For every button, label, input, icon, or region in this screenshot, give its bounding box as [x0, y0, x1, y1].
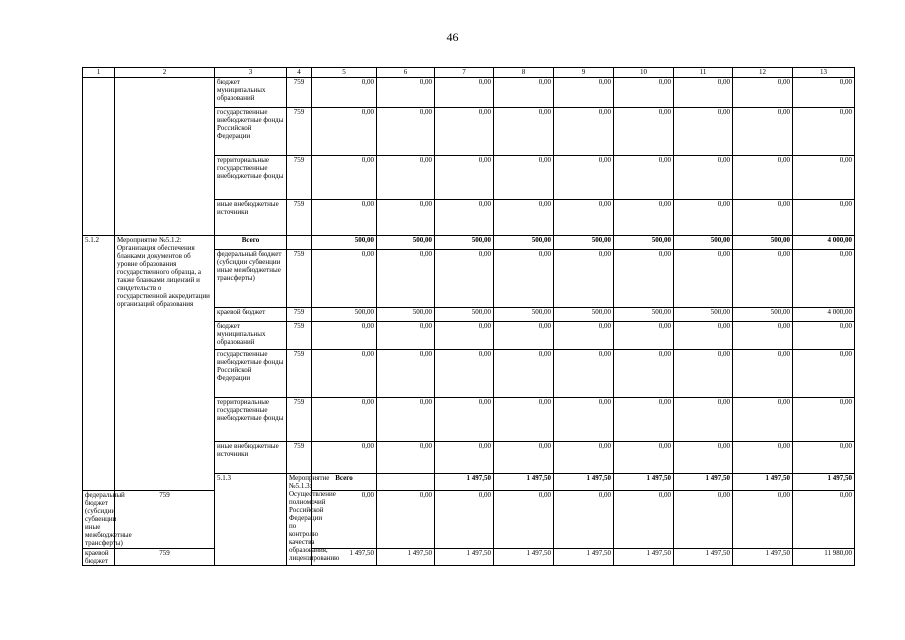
amount-cell: 0,00 — [377, 78, 435, 108]
amount-cell: 500,00 — [614, 236, 674, 250]
amount-cell: 500,00 — [312, 236, 377, 250]
amount-cell: 0,00 — [312, 200, 377, 236]
amount-cell: 4 000,00 — [793, 236, 855, 250]
column-number: 4 — [287, 68, 312, 78]
budget-code: 759 — [115, 491, 215, 549]
column-number: 6 — [377, 68, 435, 78]
amount-cell: 1 497,50 — [614, 474, 674, 491]
budget-code: 759 — [287, 350, 312, 398]
amount-cell: 0,00 — [674, 398, 733, 442]
amount-cell: 0,00 — [733, 398, 793, 442]
amount-cell: 500,00 — [733, 236, 793, 250]
amount-cell: 0,00 — [494, 108, 554, 156]
amount-cell: 0,00 — [674, 78, 733, 108]
column-number: 13 — [793, 68, 855, 78]
item-name — [115, 78, 215, 236]
column-number: 7 — [435, 68, 494, 78]
amount-cell: 11 980,00 — [793, 549, 855, 566]
amount-cell: 0,00 — [674, 491, 733, 549]
amount-cell: 1 497,50 — [435, 549, 494, 566]
amount-cell: 500,00 — [377, 236, 435, 250]
table-row — [83, 491, 855, 549]
amount-cell: 0,00 — [614, 108, 674, 156]
column-number: 11 — [674, 68, 733, 78]
column-number: 1 — [83, 68, 115, 78]
budget-code: 759 — [287, 78, 312, 108]
amount-cell: 0,00 — [793, 78, 855, 108]
funding-source: краевой бюджет — [215, 308, 287, 322]
amount-cell: 0,00 — [435, 398, 494, 442]
amount-cell: 0,00 — [494, 442, 554, 474]
amount-cell: 0,00 — [614, 250, 674, 308]
amount-cell: 0,00 — [494, 250, 554, 308]
amount-cell: 1 497,50 — [554, 549, 614, 566]
funding-source: бюджет муниципальных образований — [215, 322, 287, 350]
amount-cell: 0,00 — [793, 442, 855, 474]
funding-source: краевой бюджет — [83, 549, 115, 566]
amount-cell: 0,00 — [733, 108, 793, 156]
amount-cell: 0,00 — [733, 156, 793, 200]
amount-cell: 0,00 — [554, 491, 614, 549]
funding-source: государственные внебюджетные фонды Российской Федерации — [215, 108, 287, 156]
amount-cell: 1 497,50 — [554, 474, 614, 491]
amount-cell: 0,00 — [554, 108, 614, 156]
amount-cell: 0,00 — [554, 78, 614, 108]
amount-cell: 0,00 — [435, 322, 494, 350]
funding-source: территориальные государственные внебюджетные фонды — [215, 156, 287, 200]
amount-cell: 0,00 — [377, 322, 435, 350]
amount-cell: 1 497,50 — [733, 549, 793, 566]
table-row — [83, 78, 855, 108]
amount-cell: 0,00 — [377, 350, 435, 398]
funding-source: федеральный бюджет (субсидии субвенции иные межбюджетные трансферты) — [215, 250, 287, 308]
amount-cell: 500,00 — [674, 308, 733, 322]
amount-cell: 0,00 — [554, 156, 614, 200]
amount-cell: 0,00 — [733, 200, 793, 236]
amount-cell: 1 497,50 — [674, 474, 733, 491]
column-number: 5 — [312, 68, 377, 78]
funding-source: федеральный бюджет (субсидии субвенции иные межбюджетные трансферты) — [83, 491, 115, 549]
amount-cell: 0,00 — [674, 442, 733, 474]
amount-cell: 0,00 — [733, 78, 793, 108]
amount-cell: 0,00 — [312, 156, 377, 200]
budget-code: 759 — [287, 250, 312, 308]
amount-cell: 0,00 — [377, 398, 435, 442]
amount-cell: 0,00 — [377, 442, 435, 474]
amount-cell: 0,00 — [793, 398, 855, 442]
amount-cell: 500,00 — [312, 308, 377, 322]
amount-cell: 0,00 — [733, 442, 793, 474]
amount-cell: 0,00 — [554, 200, 614, 236]
amount-cell: 500,00 — [435, 308, 494, 322]
amount-cell: 500,00 — [554, 236, 614, 250]
amount-cell: 1 497,50 — [733, 474, 793, 491]
amount-cell: 0,00 — [733, 491, 793, 549]
funding-source: государственные внебюджетные фонды Российской Федерации — [215, 350, 287, 398]
amount-cell: 0,00 — [435, 78, 494, 108]
amount-cell: 0,00 — [614, 442, 674, 474]
amount-cell: 0,00 — [377, 108, 435, 156]
amount-cell: 0,00 — [614, 398, 674, 442]
amount-cell: 0,00 — [793, 491, 855, 549]
budget-table — [82, 67, 855, 566]
amount-cell: 0,00 — [674, 322, 733, 350]
column-number: 3 — [215, 68, 287, 78]
amount-cell: 0,00 — [312, 250, 377, 308]
amount-cell: 0,00 — [554, 442, 614, 474]
amount-cell: 0,00 — [793, 350, 855, 398]
amount-cell: 1 497,50 — [793, 474, 855, 491]
amount-cell: 0,00 — [793, 250, 855, 308]
item-id — [83, 78, 115, 236]
budget-code: 759 — [287, 156, 312, 200]
amount-cell: 0,00 — [793, 200, 855, 236]
amount-cell: 0,00 — [733, 250, 793, 308]
amount-cell: 1 497,50 — [494, 474, 554, 491]
amount-cell: 0,00 — [793, 108, 855, 156]
amount-cell: 0,00 — [674, 156, 733, 200]
amount-cell: 0,00 — [435, 350, 494, 398]
amount-cell: 500,00 — [494, 236, 554, 250]
amount-cell: 0,00 — [614, 322, 674, 350]
budget-code: 759 — [115, 549, 215, 566]
amount-cell: 0,00 — [312, 442, 377, 474]
amount-cell: 0,00 — [377, 156, 435, 200]
budget-code — [287, 236, 312, 250]
amount-cell: 0,00 — [674, 350, 733, 398]
amount-cell: 0,00 — [614, 156, 674, 200]
amount-cell: 0,00 — [494, 491, 554, 549]
amount-cell: 500,00 — [435, 236, 494, 250]
budget-code: 759 — [287, 322, 312, 350]
column-number: 12 — [733, 68, 793, 78]
amount-cell: 0,00 — [494, 398, 554, 442]
amount-cell: 0,00 — [554, 350, 614, 398]
amount-cell: 500,00 — [377, 308, 435, 322]
amount-cell: 500,00 — [733, 308, 793, 322]
amount-cell: 0,00 — [554, 322, 614, 350]
amount-cell: 500,00 — [494, 308, 554, 322]
amount-cell: 0,00 — [494, 156, 554, 200]
amount-cell: 0,00 — [614, 200, 674, 236]
amount-cell: 500,00 — [554, 308, 614, 322]
column-number: 10 — [614, 68, 674, 78]
item-name: Мероприятие №5.1.2: Организация обеспечения бланками документов об уровне образования государственного образца, а также бланками лицензий и свидетельств о государственной аккредитации организаций образования — [115, 236, 215, 491]
budget-code: 759 — [287, 308, 312, 322]
column-number: 2 — [115, 68, 215, 78]
column-number: 9 — [554, 68, 614, 78]
amount-cell: 500,00 — [674, 236, 733, 250]
budget-code: 759 — [287, 200, 312, 236]
column-number: 8 — [494, 68, 554, 78]
amount-cell: 1 497,50 — [494, 549, 554, 566]
amount-cell: 0,00 — [312, 322, 377, 350]
amount-cell: 0,00 — [733, 322, 793, 350]
amount-cell: 0,00 — [435, 108, 494, 156]
amount-cell: 0,00 — [435, 442, 494, 474]
amount-cell: 0,00 — [312, 78, 377, 108]
amount-cell: 0,00 — [494, 322, 554, 350]
amount-cell: 1 497,50 — [312, 549, 377, 566]
budget-code: 759 — [287, 108, 312, 156]
amount-cell: 4 000,00 — [793, 308, 855, 322]
amount-cell: 0,00 — [494, 350, 554, 398]
amount-cell: 0,00 — [674, 200, 733, 236]
amount-cell: 0,00 — [312, 491, 377, 549]
funding-source: иные внебюджетные источники — [215, 200, 287, 236]
amount-cell: 1 497,50 — [435, 474, 494, 491]
page-number: 46 — [446, 30, 459, 44]
amount-cell: 0,00 — [312, 398, 377, 442]
table-row — [83, 549, 855, 566]
funding-source: иные внебюджетные источники — [215, 442, 287, 474]
item-id: 5.1.2 — [83, 236, 115, 491]
item-id: 5.1.3 — [215, 474, 287, 566]
amount-cell: 0,00 — [377, 491, 435, 549]
amount-cell: 0,00 — [435, 200, 494, 236]
amount-cell: 1 497,50 — [614, 549, 674, 566]
amount-cell: 0,00 — [312, 108, 377, 156]
amount-cell: 0,00 — [614, 491, 674, 549]
amount-cell: 0,00 — [435, 491, 494, 549]
budget-code — [377, 474, 435, 491]
funding-source: территориальные государственные внебюджетные фонды — [215, 398, 287, 442]
column-number-row — [83, 68, 855, 78]
amount-cell: 0,00 — [614, 78, 674, 108]
amount-cell: 0,00 — [614, 350, 674, 398]
amount-cell: 0,00 — [312, 350, 377, 398]
amount-cell: 0,00 — [793, 322, 855, 350]
budget-code: 759 — [287, 398, 312, 442]
total-label: Всего — [215, 236, 287, 250]
budget-code: 759 — [287, 442, 312, 474]
amount-cell: 0,00 — [435, 156, 494, 200]
amount-cell: 0,00 — [377, 200, 435, 236]
amount-cell: 0,00 — [554, 250, 614, 308]
amount-cell: 0,00 — [793, 156, 855, 200]
amount-cell: 500,00 — [614, 308, 674, 322]
amount-cell: 0,00 — [494, 78, 554, 108]
table-body — [83, 68, 855, 566]
funding-source: бюджет муниципальных образований — [215, 78, 287, 108]
amount-cell: 0,00 — [377, 250, 435, 308]
amount-cell: 0,00 — [674, 108, 733, 156]
amount-cell: 1 497,50 — [377, 549, 435, 566]
total-label: Всего — [312, 474, 377, 491]
amount-cell: 1 497,50 — [674, 549, 733, 566]
amount-cell: 0,00 — [674, 250, 733, 308]
amount-cell: 0,00 — [494, 200, 554, 236]
item-name: Мероприятие №5.1.3: Осуществление полномочий Российской Федерации по контролю качества образования, лицензированию — [287, 474, 312, 566]
amount-cell: 0,00 — [435, 250, 494, 308]
amount-cell: 0,00 — [733, 350, 793, 398]
table-row — [83, 236, 855, 250]
amount-cell: 0,00 — [554, 398, 614, 442]
